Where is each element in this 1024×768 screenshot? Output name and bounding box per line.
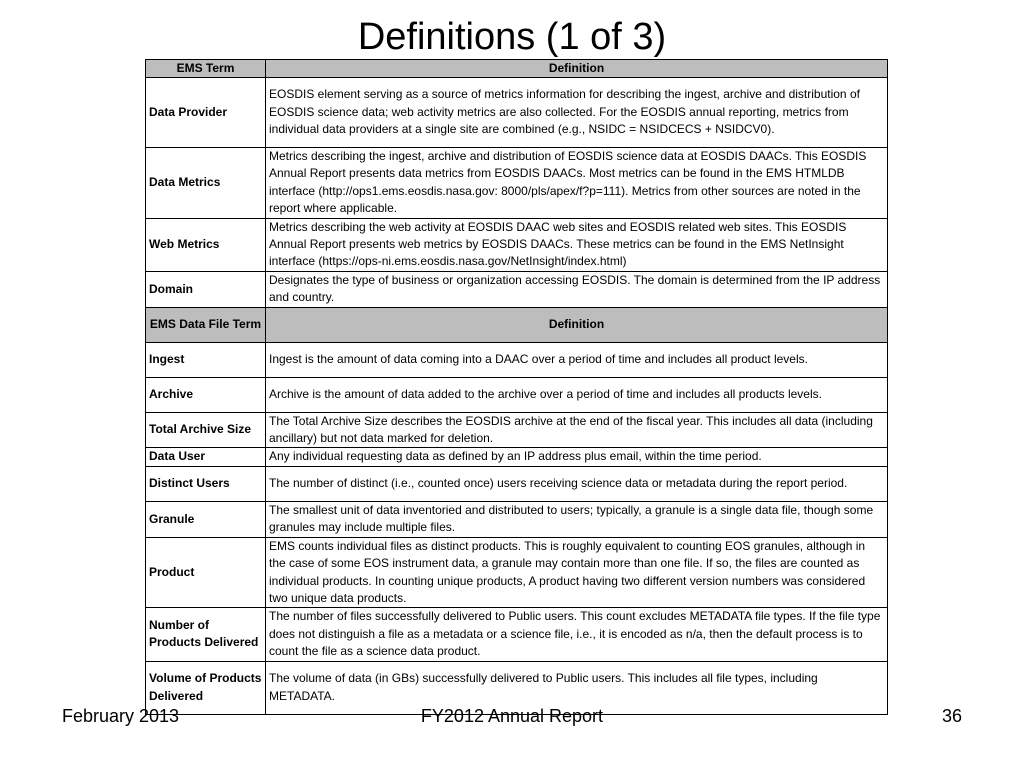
- table-row-total-archive-size: [146, 412, 888, 448]
- term-cell: Web Metrics: [146, 218, 266, 271]
- table-header-row: [146, 307, 888, 342]
- footer-report-title: FY2012 Annual Report: [420, 706, 604, 726]
- slide-title: Definitions (1 of 3): [357, 16, 667, 58]
- term-cell: Ingest: [146, 342, 266, 377]
- table-row-product: [146, 537, 888, 608]
- table-row-distinct-users: [146, 466, 888, 501]
- definition-cell: EOSDIS element serving as a source of metrics information for describing the ingest, archive and distribution of EOSDIS science data; web activity metrics are also collected. For the EOSDIS annual reporting, metrics from individual data providers at a single site are combined (e.g., NSIDC = NSIDCECS + NSIDCV0).: [266, 78, 888, 148]
- definition-cell: Ingest is the amount of data coming into a DAAC over a period of time and includes all product levels.: [266, 342, 888, 377]
- table-row-data-user: [146, 448, 888, 466]
- term-cell: Granule: [146, 501, 266, 537]
- term-cell: Data User: [146, 448, 266, 466]
- definition-cell: The number of files successfully delivered to Public users. This count excludes METADATA file types. If the file type does not distinguish a file as a metadata or a science file, i.e., it is encoded as n/a, then the default process is to count the file as a science data product.: [266, 608, 888, 661]
- term-cell: Total Archive Size: [146, 412, 266, 448]
- column-header-definition: Definition: [266, 60, 888, 78]
- term-cell: Archive: [146, 377, 266, 412]
- definition-cell: Designates the type of business or organization accessing EOSDIS. The domain is determined from the IP address and country.: [266, 271, 888, 307]
- definition-cell: Any individual requesting data as defined by an IP address plus email, within the time period.: [266, 448, 888, 466]
- term-cell: Distinct Users: [146, 466, 266, 501]
- table-row-archive: [146, 377, 888, 412]
- definition-cell: Metrics describing the web activity at EOSDIS DAAC web sites and EOSDIS related web sites. This EOSDIS Annual Report presents web metrics by EOSDIS DAACs. These metrics can be found in the EMS NetInsight interface (https://ops-ni.ems.eosdis.nasa.gov/NetInsight/index.html): [266, 218, 888, 271]
- definition-cell: The Total Archive Size describes the EOSDIS archive at the end of the fiscal year. This includes all data (including ancillary) but not data marked for deletion.: [266, 412, 888, 448]
- table-row-domain: [146, 271, 888, 307]
- definitions-table: [145, 59, 888, 715]
- term-cell: Number of Products Delivered: [146, 608, 266, 661]
- definition-cell: The smallest unit of data inventoried and distributed to users; typically, a granule is a single data file, though some granules may include multiple files.: [266, 501, 888, 537]
- term-cell: Domain: [146, 271, 266, 307]
- term-cell: Volume of Products Delivered: [146, 661, 266, 714]
- definition-cell: EMS counts individual files as distinct products. This is roughly equivalent to counting EOS granules, although in the case of some EOS instrument data, a granule may contain more than one file. If so, the files are counted as individual products. In counting unique products, A product having two different version numbers was considered two unique data products.: [266, 537, 888, 608]
- column-header-definition: Definition: [266, 307, 888, 342]
- table-row-ingest: [146, 342, 888, 377]
- term-cell: Product: [146, 537, 266, 608]
- definition-cell: Archive is the amount of data added to the archive over a period of time and includes all products levels.: [266, 377, 888, 412]
- table-row-web-metrics: [146, 218, 888, 271]
- definition-cell: The number of distinct (i.e., counted once) users receiving science data or metadata during the report period.: [266, 466, 888, 501]
- footer-date: February 2013: [62, 706, 180, 726]
- definition-cell: The volume of data (in GBs) successfully delivered to Public users. This includes all file types, including METADATA.: [266, 661, 888, 714]
- table-row-data-provider: [146, 78, 888, 148]
- column-header-ems-data-file-term: EMS Data File Term: [146, 307, 266, 342]
- table-row-number-of-products-delivered: [146, 608, 888, 661]
- table-row-granule: [146, 501, 888, 537]
- table-header-row: [146, 60, 888, 78]
- term-cell: Data Metrics: [146, 148, 266, 219]
- term-cell: Data Provider: [146, 78, 266, 148]
- footer-page-number: 36: [941, 706, 962, 726]
- table-row-data-metrics: [146, 148, 888, 219]
- column-header-ems-term: EMS Term: [146, 60, 266, 78]
- definition-cell: Metrics describing the ingest, archive and distribution of EOSDIS science data at EOSDIS DAACs. This EOSDIS Annual Report presents data metrics from EOSDIS DAACs. Most metrics can be found in the EMS HTMLDB interface (http://ops1.ems.eosdis.nasa.gov: 8000/pls/apex/f?p=111). Metrics from other sources are noted in the report where applicable.: [266, 148, 888, 219]
